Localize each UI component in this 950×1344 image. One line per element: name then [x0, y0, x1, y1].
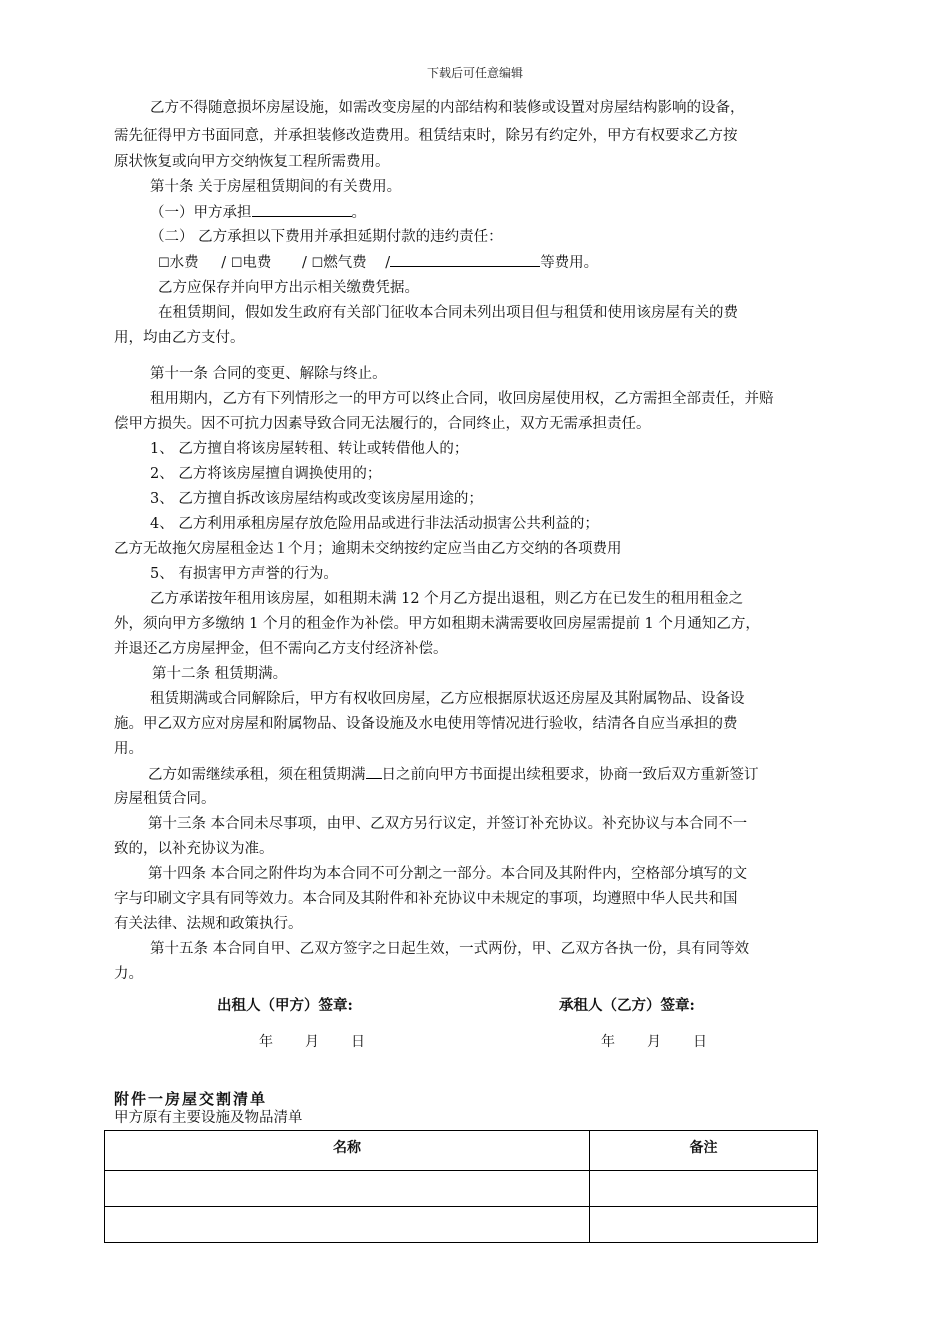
table-header-row	[105, 1131, 818, 1171]
text-line: 用。	[114, 741, 143, 757]
electricity-checkbox[interactable]: ☐	[230, 256, 243, 271]
column-header-name: 名称	[105, 1131, 590, 1171]
list-item: 3、 乙方擅自拆改该房屋结构或改变该房屋用途的；	[150, 491, 483, 507]
fill-blank[interactable]	[366, 764, 382, 779]
table-cell[interactable]	[590, 1171, 818, 1207]
water-fee-label: 水费	[169, 255, 199, 271]
lessee-signature-label: 承租人（乙方）签章:	[559, 997, 695, 1014]
year-label: 年	[259, 1034, 273, 1050]
handover-list-table	[104, 1130, 818, 1243]
water-checkbox[interactable]: ☐	[158, 256, 170, 271]
day-label: 日	[351, 1034, 365, 1050]
list-item: 4、 乙方利用承租房屋存放危险用品或进行非法活动损害公共利益的；	[150, 516, 599, 532]
separator: /	[221, 255, 227, 271]
month-label: 月	[647, 1034, 661, 1050]
lessor-date	[259, 1031, 397, 1051]
text-line: 乙方承诺按年租用该房屋，如租期未满 12 个月乙方提出退租，则乙方在已发生的租用租金之	[150, 591, 744, 607]
text-line: 外，须向甲方多缴纳 1 个月的租金作为补偿。甲方如租期未满需要收回房屋需提前 1 个月通知乙方，	[114, 616, 760, 632]
etc-fees-label: 等费用。	[540, 255, 599, 271]
text-line: 租赁期满或合同解除后，甲方有权收回房屋，乙方应根据原状返还房屋及其附属物品、设备设	[150, 691, 745, 707]
text-fragment: 。	[351, 205, 366, 221]
text-line: 并退还乙方房屋押金，但不需向乙方支付经济补偿。	[114, 641, 448, 657]
text-line: 租用期内，乙方有下列情形之一的甲方可以终止合同，收回房屋使用权，乙方需担全部责任，并赔	[150, 391, 774, 407]
article-11-heading: 第十一条 合同的变更、解除与终止。	[150, 366, 387, 382]
text-line: 需先征得甲方书面同意，并承担装修改造费用。租赁结束时，除另有约定外，甲方有权要求乙方按	[114, 128, 738, 144]
article-14: 第十四条 本合同之附件均为本合同不可分割之一部分。本合同及其附件内，空格部分填写的文	[148, 866, 748, 882]
table-row	[105, 1171, 818, 1207]
text-line	[148, 764, 759, 785]
list-item: 1、 乙方擅自将该房屋转租、转让或转借他人的；	[150, 441, 469, 457]
text-line: 致的，以补充协议为准。	[114, 841, 274, 857]
separator: /	[302, 255, 307, 271]
gas-fee-label: 燃气费	[323, 255, 367, 271]
article-12-heading: 第十二条 租赁期满。	[152, 666, 288, 682]
lessor-signature-label: 出租人（甲方）签章:	[217, 997, 353, 1014]
text-fragment: 乙方如需继续承租，须在租赁期满	[148, 767, 366, 783]
article-13: 第十三条 本合同未尽事项，由甲、乙双方另行议定，并签订补充协议。补充协议与本合同不一	[148, 816, 748, 832]
attachment-title: 附件一房屋交割清单	[114, 1090, 268, 1108]
table-cell[interactable]	[590, 1207, 818, 1243]
lessee-date	[601, 1031, 739, 1051]
article-10-heading: 第十条 关于房屋租赁期间的有关费用。	[150, 179, 402, 195]
text-line: 在租赁期间，假如发生政府有关部门征收本合同未列出项目但与租赁和使用该房屋有关的费	[158, 305, 738, 321]
text-line: 有关法律、法规和政策执行。	[114, 916, 303, 932]
separator: /	[385, 255, 391, 271]
table-cell[interactable]	[105, 1207, 590, 1243]
column-header-remarks: 备注	[590, 1131, 818, 1171]
text-line: 房屋租赁合同。	[114, 791, 216, 807]
month-label: 月	[305, 1034, 319, 1050]
lessor-bears-label: （一）甲方承担	[150, 205, 252, 221]
year-label: 年	[601, 1034, 615, 1050]
gas-checkbox[interactable]: ☐	[311, 256, 324, 271]
text-line: 字与印刷文字具有同等效力。本合同及其附件和补充协议中未规定的事项，均遵照中华人民共和国	[114, 891, 738, 907]
page-header-note: 下载后可任意编辑	[426, 66, 523, 80]
text-line: 力。	[114, 966, 143, 982]
text-line: （二） 乙方承担以下费用并承担延期付款的违约责任：	[150, 229, 503, 245]
electricity-fee-label: 电费	[242, 255, 272, 271]
day-label: 日	[693, 1034, 707, 1050]
article-15: 第十五条 本合同自甲、乙双方签字之日起生效，一式两份，甲、乙双方各执一份，具有同等效	[150, 941, 750, 957]
text-line: 用，均由乙方支付。	[114, 330, 245, 346]
text-fragment: 日之前向甲方书面提出续租要求，协商一致后双方重新签订	[381, 767, 759, 783]
text-line	[150, 202, 366, 223]
list-item: 2、 乙方将该房屋擅自调换使用的；	[150, 466, 382, 482]
fill-blank[interactable]	[390, 252, 540, 267]
fill-blank[interactable]	[252, 202, 352, 217]
table-row	[105, 1207, 818, 1243]
fee-checkbox-line	[158, 252, 598, 274]
table-cell[interactable]	[105, 1171, 590, 1207]
list-item: 乙方无故拖欠房屋租金达１个月；逾期未交纳按约定应当由乙方交纳的各项费用	[114, 541, 622, 557]
text-line: 乙方不得随意损坏房屋设施，如需改变房屋的内部结构和装修或设置对房屋结构影响的设备，	[150, 100, 745, 116]
text-line: 施。甲乙双方应对房屋和附属物品、设备设施及水电使用等情况进行验收，结清各自应当承担的费	[114, 716, 738, 732]
text-line: 原状恢复或向甲方交纳恢复工程所需费用。	[114, 154, 390, 170]
attachment-subtitle: 甲方原有主要设施及物品清单	[114, 1110, 303, 1126]
list-item: 5、 有损害甲方声誉的行为。	[150, 566, 338, 582]
text-line: 乙方应保存并向甲方出示相关缴费凭据。	[158, 280, 419, 296]
text-line: 偿甲方损失。因不可抗力因素导致合同无法履行的，合同终止，双方无需承担责任。	[114, 416, 651, 432]
